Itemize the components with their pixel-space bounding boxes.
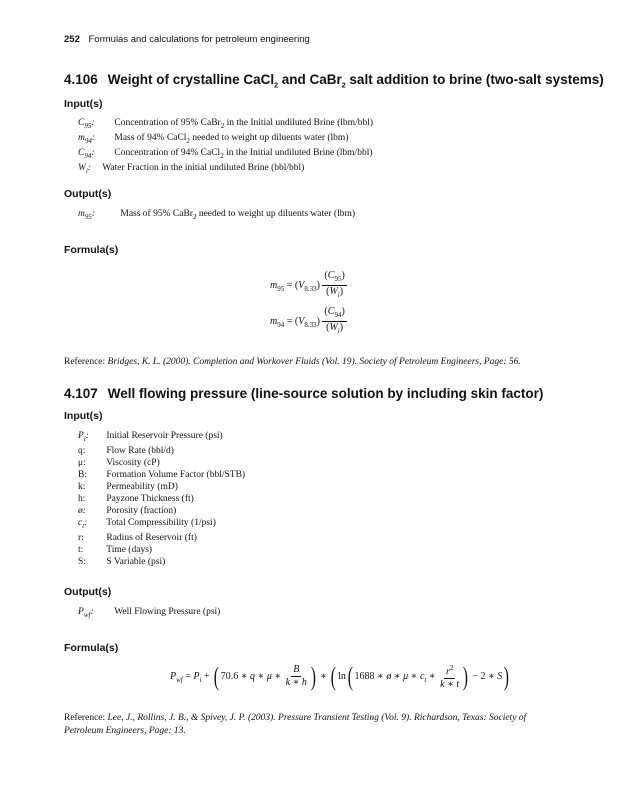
- list-item: t: Time (days): [78, 544, 153, 555]
- section-number: 4.107: [64, 386, 98, 401]
- reference-4-107: Reference: Lee, J., Rollins, J. B., & Spivey, J. P. (2003). Pressure Transient Testing (Vol. 9). Richardson, Texas: Society of Petroleum Engineers, Page: 13.: [64, 713, 527, 736]
- section-number: 4.106: [64, 72, 98, 87]
- list-item: ø: Porosity (fraction): [78, 505, 177, 516]
- book-title: Formulas and calculations for petroleum engineering: [88, 34, 310, 45]
- list-item: q: Flow Rate (bbl/d): [78, 445, 174, 456]
- list-item: h: Payzone Thickness (ft): [78, 493, 194, 504]
- section-title-4-107: 4.107 Well flowing pressure (line-source solution by including skin factor): [64, 386, 544, 401]
- list-item: μ: Viscosity (cP): [78, 457, 160, 468]
- list-item: $P_{wf}$: Well Flowing Pressure (psi): [78, 607, 221, 619]
- list-item: $m_{94}$: Mass of 94% CaCl$_2$ needed to weight up diluents water (lbm): [78, 132, 349, 145]
- formula-m95: $m_{95} = (V_{8.33})$ $\frac{(C_{95})}{(W_i)}$: [270, 270, 345, 299]
- list-item: $W_i$: Water Fraction in the initial undiluted Brine (bbl/bbl): [78, 162, 305, 175]
- section-title-4-106: 4.106 Weight of crystalline CaCl$_2$ and CaBr$_2$ salt addition to brine (two-salt systems): [64, 72, 604, 90]
- inputs-list: [78, 117, 373, 177]
- list-item: $m_{95}$: Mass of 95% CaBr$_2$ needed to weight up diluents water (lbm): [78, 209, 356, 221]
- inputs-list: [78, 430, 245, 568]
- page-number: 252: [64, 34, 80, 45]
- list-item: k: Permeability (mD): [78, 481, 178, 492]
- list-item: S: S Variable (psi): [78, 556, 166, 567]
- formula-heading: Formula(s): [64, 244, 119, 256]
- outputs-heading: Output(s): [64, 188, 112, 200]
- inputs-heading: Input(s): [64, 410, 103, 422]
- list-item: $P_i$: Initial Reservoir Pressure (psi): [78, 431, 223, 443]
- inputs-heading: Input(s): [64, 98, 103, 110]
- list-item: $c_t$: Total Compressibility (1/psi): [78, 517, 216, 530]
- list-item: r: Radius of Reservoir (ft): [78, 532, 197, 543]
- outputs-list: [78, 208, 355, 223]
- outputs-heading: Output(s): [64, 586, 112, 598]
- formula-pwf: $P_{wf} = P_i$ + ( 70.6 ∗ q ∗ μ ∗ $\frac{B}{k ∗ h}$ ) ∗ ( ln( 1688 ∗ ø ∗ μ ∗ $c_t$ ∗ $\frac{r^2}{k ∗ t}$ ) − 2 ∗ S): [170, 661, 510, 691]
- formula-heading: Formula(s): [64, 642, 119, 654]
- list-item: $C_{95}$: Concentration of 95% CaBr$_2$ in the Initial undiluted Brine (lbm/bbl): [78, 118, 374, 130]
- list-item: $C_{94}$: Concentration of 94% CaCl$_2$ in the Initial undiluted Brine (lbm/bbl): [78, 147, 373, 160]
- outputs-list: [78, 606, 220, 621]
- running-head: [64, 34, 310, 45]
- formula-m94: $m_{94} = (V_{8.33})$ $\frac{(C_{94})}{(W_i)}$: [270, 306, 345, 335]
- list-item: B: Formation Volume Factor (bbl/STB): [78, 469, 246, 480]
- reference-4-106: Reference: Bridges, K. L. (2000). Completion and Workover Fluids (Vol. 19). Society of Petroleum Engineers, Page: 56.: [64, 357, 521, 367]
